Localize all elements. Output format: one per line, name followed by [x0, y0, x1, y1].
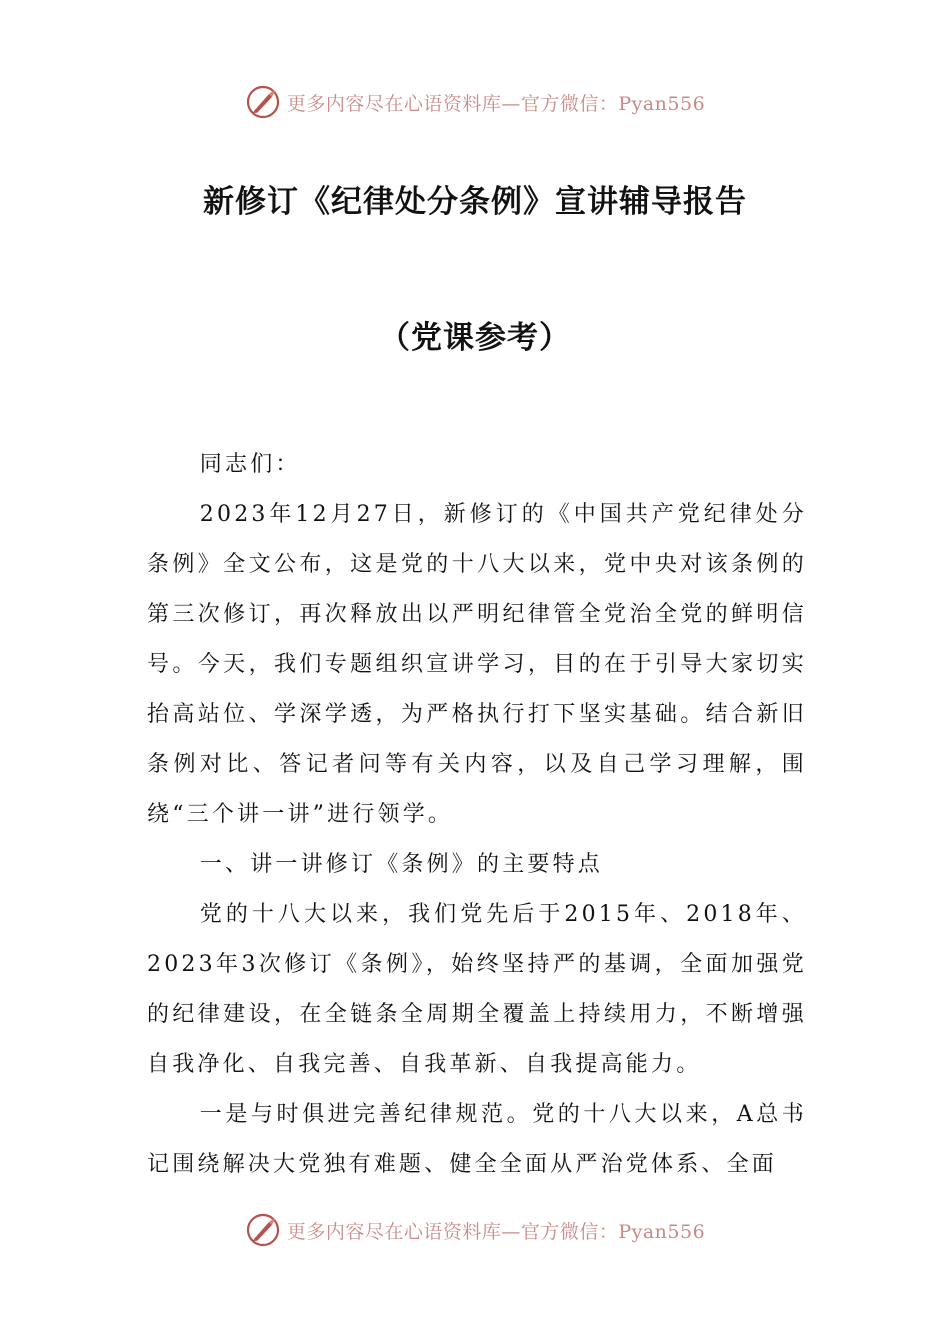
watermark-text: 更多内容尽在心语资料库—官方微信：Pyan556: [286, 92, 706, 115]
salutation: 同志们：: [199, 452, 301, 477]
quill-logo-icon: [245, 84, 281, 120]
watermark-banner-bottom: [0, 1210, 950, 1250]
section-heading: 一、讲一讲修订《条例》的主要特点: [199, 852, 603, 877]
quill-logo-icon: [245, 1212, 281, 1248]
body-paragraph: 2023年12月27日，新修订的《中国共产党纪律处分条例》全文公布，这是党的十八大以来，党中央对该条例的第三次修订，再次释放出以严明纪律管全党治全党的鲜明信号。今天，我们专题组织宣讲学习，目的在于引导大家切实抬高站位、学深学透，为严格执行打下坚实基础。结合新旧条例对比、答记者问等有关内容，以及自己学习理解，围绕“三个讲一讲”进行领学。: [147, 502, 807, 827]
body-paragraph: 党的十八大以来，我们党先后于2015年、2018年、2023年3次修订《条例》，始终坚持严的基调，全面加强党的纪律建设，在全链条全周期全覆盖上持续用力，不断增强自我净化、自我完善、自我革新、自我提高能力。: [147, 902, 807, 1077]
watermark-text: 更多内容尽在心语资料库—官方微信：Pyan556: [286, 1220, 706, 1243]
watermark-banner-top: [0, 82, 950, 122]
document-subtitle: （党课参考）: [379, 320, 571, 356]
document-body: [147, 440, 807, 1190]
document-title: 新修订《纪律处分条例》宣讲辅导报告: [203, 184, 747, 220]
body-paragraph: 一是与时俱进完善纪律规范。党的十八大以来，A总书记围绕解决大党独有难题、健全全面从严治党体系、全面: [147, 1102, 807, 1177]
